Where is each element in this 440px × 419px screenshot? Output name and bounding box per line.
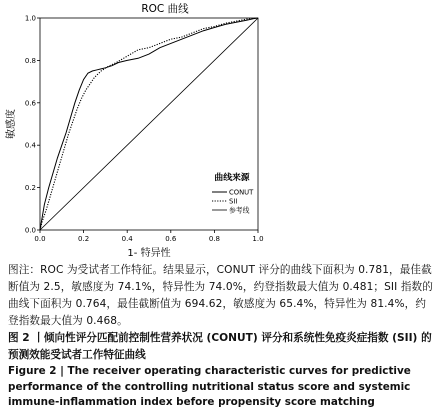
- x-tick-label: 0.8: [208, 235, 220, 243]
- y-tick-label: 0.8: [24, 56, 36, 65]
- chart-title: ROC 曲线: [141, 3, 189, 15]
- legend-label-sii: SII: [229, 197, 238, 206]
- caption-zh-title: 图 2 丨倾向性评分匹配前控制性营养状况 (CONUT) 评分和系统性免疫炎症指数 (SII) 的预测效能受试者工作特征曲线: [8, 332, 432, 361]
- x-tick-label: 0.4: [121, 235, 133, 243]
- legend: [212, 171, 254, 215]
- y-tick-label: 0.2: [24, 184, 36, 193]
- legend-label-conut: CONUT: [229, 188, 254, 197]
- x-tick-label: 0.0: [34, 235, 46, 243]
- y-tick-label: 0.4: [24, 141, 36, 150]
- figure-caption: [8, 262, 434, 411]
- caption-zh-body: 图注：ROC 为受试者工作特征。结果显示，CONUT 评分的曲线下面积为 0.781，最佳截断值为 2.5，敏感度为 74.1%，特异性为 74.0%，约登指数最大值为 0.481；SII 指数的曲线下面积为 0.764，最佳截断值为 694.62，敏感度为 65.4%，特异性为 81.4%，约登指数最大值为 0.468。: [8, 264, 433, 327]
- caption-en-title: Figure 2 | The receiver operating characteristic curves for predictive performance of the controlling nutritional status score and systemic immune-inflammation index before propensity score matching: [8, 365, 411, 409]
- y-axis-label: 敏感度: [6, 109, 17, 139]
- x-tick-label: 0.6: [165, 235, 177, 243]
- series-line-reference: [40, 18, 258, 230]
- x-tick-label: 1.0: [252, 235, 264, 243]
- y-tick-label: 1.0: [24, 14, 36, 23]
- legend-label-reference: 参考线: [229, 206, 250, 215]
- x-axis-label: 1- 特异性: [127, 248, 171, 259]
- y-tick-label: 0.6: [24, 99, 36, 108]
- legend-title: 曲线来源: [214, 173, 250, 183]
- x-axis-ticks: [34, 230, 263, 243]
- y-tick-label: 0.0: [24, 226, 36, 235]
- series-layer: [40, 18, 258, 230]
- x-tick-label: 0.2: [78, 235, 90, 243]
- y-axis-ticks: [25, 15, 40, 235]
